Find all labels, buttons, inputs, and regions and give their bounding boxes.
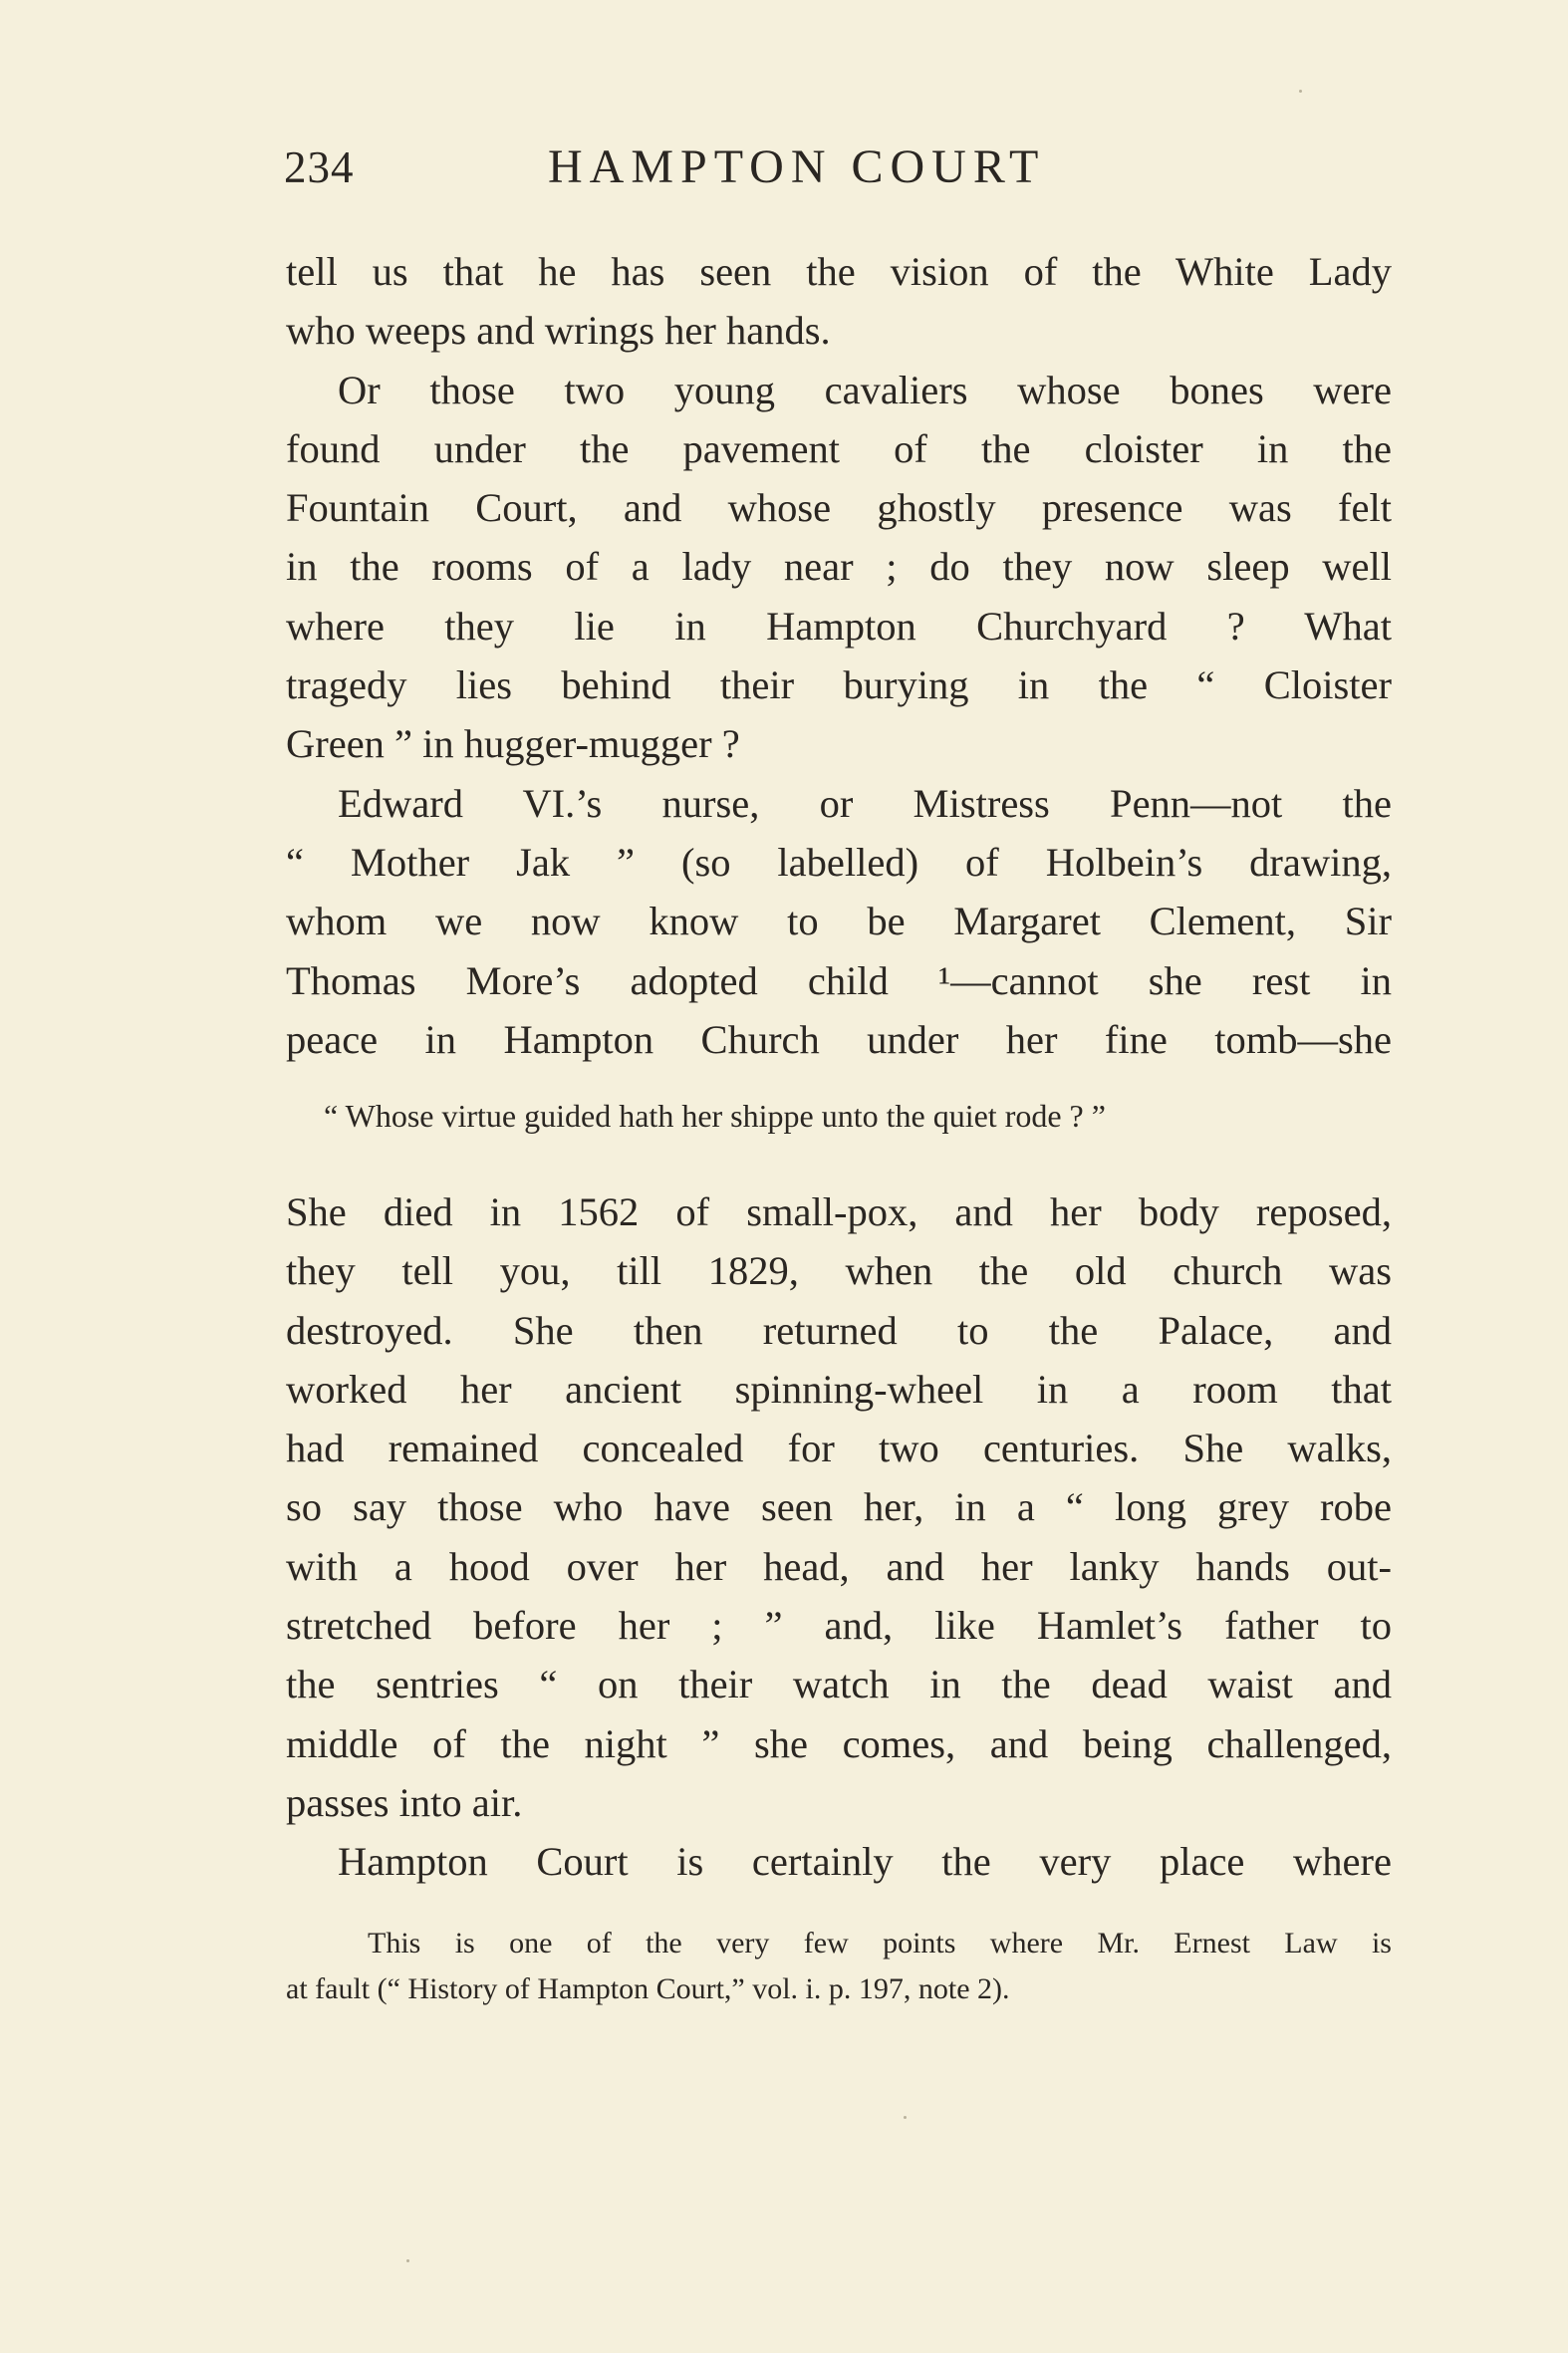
text-line: in the rooms of a lady near ; do they now sleep well xyxy=(286,544,1392,590)
text-line: Hampton Court is certainly the very place where xyxy=(338,1839,1392,1885)
body-text-after-quote xyxy=(286,1182,1392,1892)
paper-speck xyxy=(1299,90,1302,93)
text-line: whom we now know to be Margaret Clement, Sir xyxy=(286,899,1392,944)
text-line: who weeps and wrings her hands. xyxy=(286,308,831,354)
text-line: the sentries “ on their watch in the dead waist and xyxy=(286,1662,1392,1707)
text-line: found under the pavement of the cloister in the xyxy=(286,425,1392,471)
text-line: She died in 1562 of small-pox, and her body reposed, xyxy=(286,1189,1392,1234)
block-quote: “ Whose virtue guided hath her shippe unto the quiet rode ? ” xyxy=(324,1098,1106,1134)
text-line: where they lie in Hampton Churchyard ? What xyxy=(286,603,1392,649)
text-line: worked her ancient spinning-wheel in a room that xyxy=(286,1366,1392,1412)
page-header xyxy=(284,141,1390,211)
text-line: peace in Hampton Church under her fine tomb—she xyxy=(286,1016,1392,1062)
page-number: 234 xyxy=(284,142,355,192)
text-line: middle of the night ” she comes, and being challenged, xyxy=(286,1720,1392,1766)
footnote-line: This is one of the very few points where Mr. Ernest Law is xyxy=(368,1927,1392,1960)
text-line: Fountain Court, and whose ghostly presence was felt xyxy=(286,485,1392,531)
body-text-before-quote xyxy=(286,242,1392,1069)
text-line: destroyed. She then returned to the Palace, and xyxy=(286,1307,1392,1353)
text-line: stretched before her ; ” and, like Hamlet’s father to xyxy=(286,1603,1392,1649)
text-line: tell us that he has seen the vision of the White Lady xyxy=(286,249,1392,294)
text-line: Thomas More’s adopted child ¹—cannot she rest in xyxy=(286,957,1392,1003)
running-title: HAMPTON COURT xyxy=(548,140,1046,193)
text-line: passes into air. xyxy=(286,1779,523,1825)
text-line: tragedy lies behind their burying in the “ Cloister xyxy=(286,662,1392,708)
footnote-line: at fault (“ History of Hampton Court,” vol. i. p. 197, note 2). xyxy=(286,1972,1010,2005)
text-line: “ Mother Jak ” (so labelled) of Holbein’s drawing, xyxy=(286,839,1392,885)
footnote xyxy=(286,1921,1392,2012)
text-line: with a hood over her head, and her lanky hands out- xyxy=(286,1543,1392,1589)
text-line: had remained concealed for two centuries. She walks, xyxy=(286,1426,1392,1471)
text-line: Edward VI.’s nurse, or Mistress Penn—not the xyxy=(338,780,1392,826)
text-line: Or those two young cavaliers whose bones were xyxy=(338,367,1392,412)
text-line: Green ” in hugger-mugger ? xyxy=(286,721,740,767)
text-line: so say those who have seen her, in a “ long grey robe xyxy=(286,1484,1392,1530)
paper-speck xyxy=(904,2116,907,2119)
paper-speck xyxy=(406,2259,409,2262)
text-line: they tell you, till 1829, when the old church was xyxy=(286,1248,1392,1294)
